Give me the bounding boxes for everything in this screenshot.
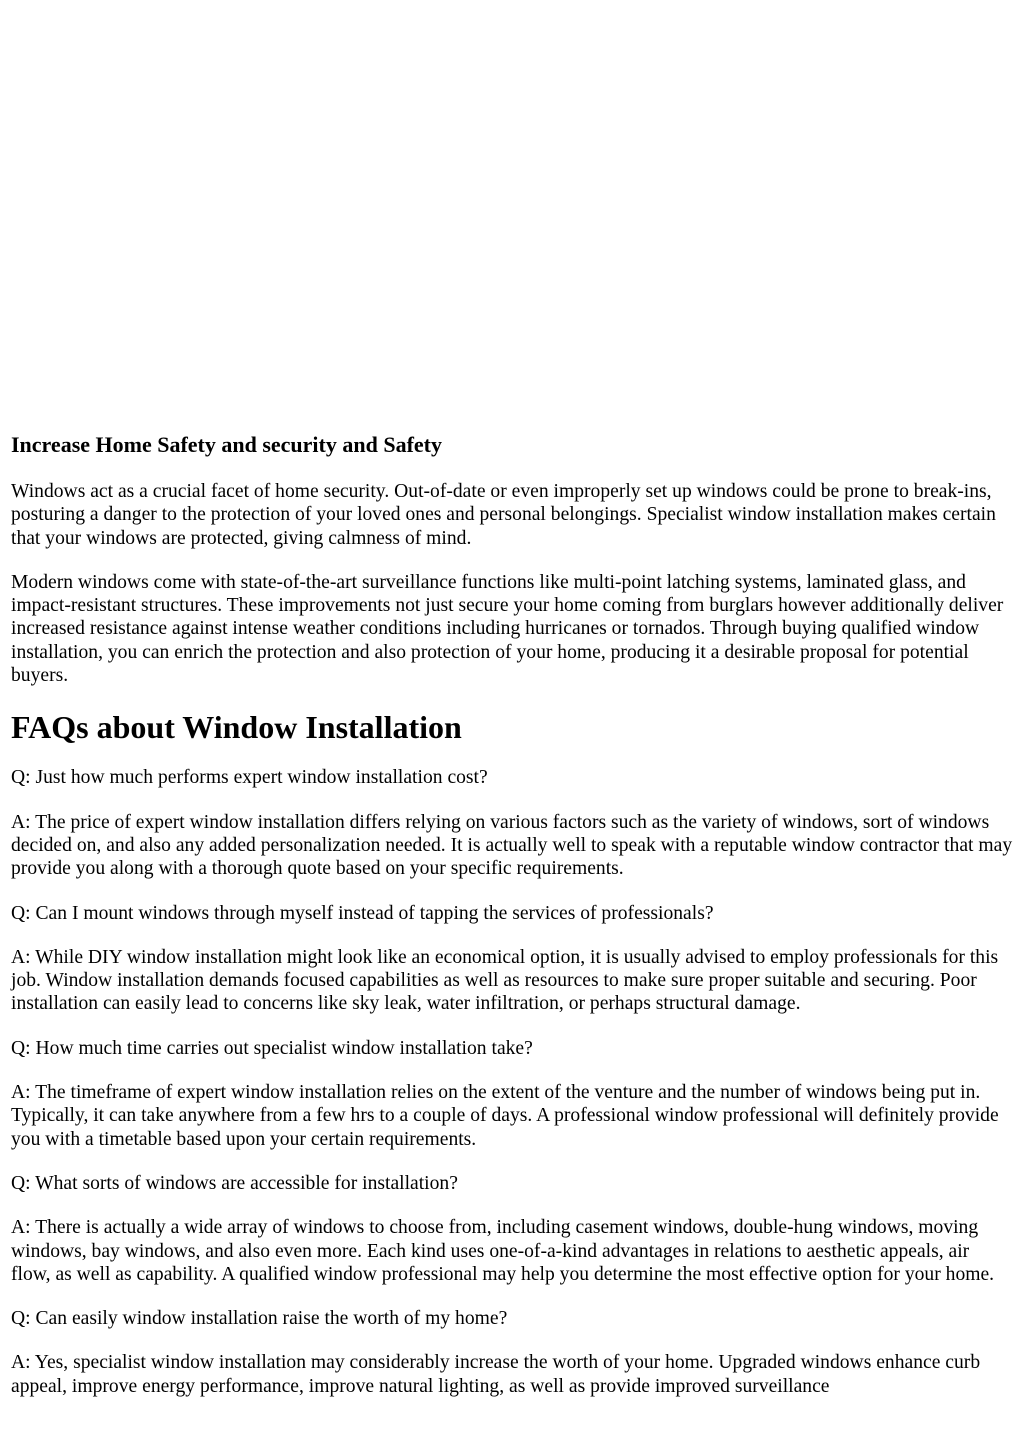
faq-answer: A: Yes, specialist window installation may considerably increase the worth of your home. Upgraded windows enhance curb appeal, improve energy performance, improve natural lighting, as well as provide improved surveillance (11, 1352, 981, 1397)
section-paragraph: Windows act as a crucial facet of home security. Out-of-date or even improperly set up windows could be prone to break-ins, posturing a danger to the protection of your loved ones and personal belongings. Specialist window installation makes certain that your windows are protected, giving calmness of mind. (11, 481, 996, 549)
faq-answer: A: There is actually a wide array of windows to choose from, including casement windows, double-hung windows, moving windows, bay windows, and also even more. Each kind uses one-of-a-kind advantages in relations to aesthetic appeals, air flow, as well as capability. A qualified window professional may help you determine the most effective option for your home. (11, 1217, 995, 1285)
faq-question: Q: Can easily window installation raise the worth of my home? (11, 1308, 508, 1330)
document-body (11, 432, 1013, 1419)
faq-answer: A: The price of expert window installation differs relying on various factors such as the variety of windows, sort of windows decided on, and also any added personalization needed. It is actually well to speak with a reputable window contractor that may provide you along with a thorough quote based on your specific requirements. (11, 811, 1013, 880)
faq-question: Q: How much time carries out specialist window installation take? (11, 1037, 533, 1059)
faq-heading: FAQs about Window Installation (11, 709, 462, 746)
faq-question: Q: What sorts of windows are accessible for installation? (11, 1172, 458, 1194)
faq-question: Q: Just how much performs expert window installation cost? (11, 767, 488, 789)
section-paragraph: Modern windows come with state-of-the-art surveillance functions like multi-point latching systems, laminated glass, and impact-resistant structures. These improvements not just secure your home coming from burglars however additionally deliver increased resistance against intense weather conditions including hurricanes or tornados. Through buying qualified window installation, you can enrich the protection and also protection of your home, producing it a desirable proposal for potential buyers. (11, 571, 1004, 687)
faq-question: Q: Can I mount windows through myself instead of tapping the services of professionals? (11, 902, 714, 924)
faq-answer: A: The timeframe of expert window installation relies on the extent of the venture and the number of windows being put in. Typically, it can take anywhere from a few hrs to a couple of days. A professional window professional will definitely provide you with a timetable based upon your certain requirements. (11, 1082, 999, 1150)
section-heading: Increase Home Safety and security and Safety (11, 432, 442, 457)
faq-answer: A: While DIY window installation might look like an economical option, it is usually advised to employ professionals for this job. Window installation demands focused capabilities as well as resources to make sure proper suitable and securing. Poor installation can easily lead to concerns like sky leak, water infiltration, or perhaps structural damage. (11, 946, 999, 1015)
